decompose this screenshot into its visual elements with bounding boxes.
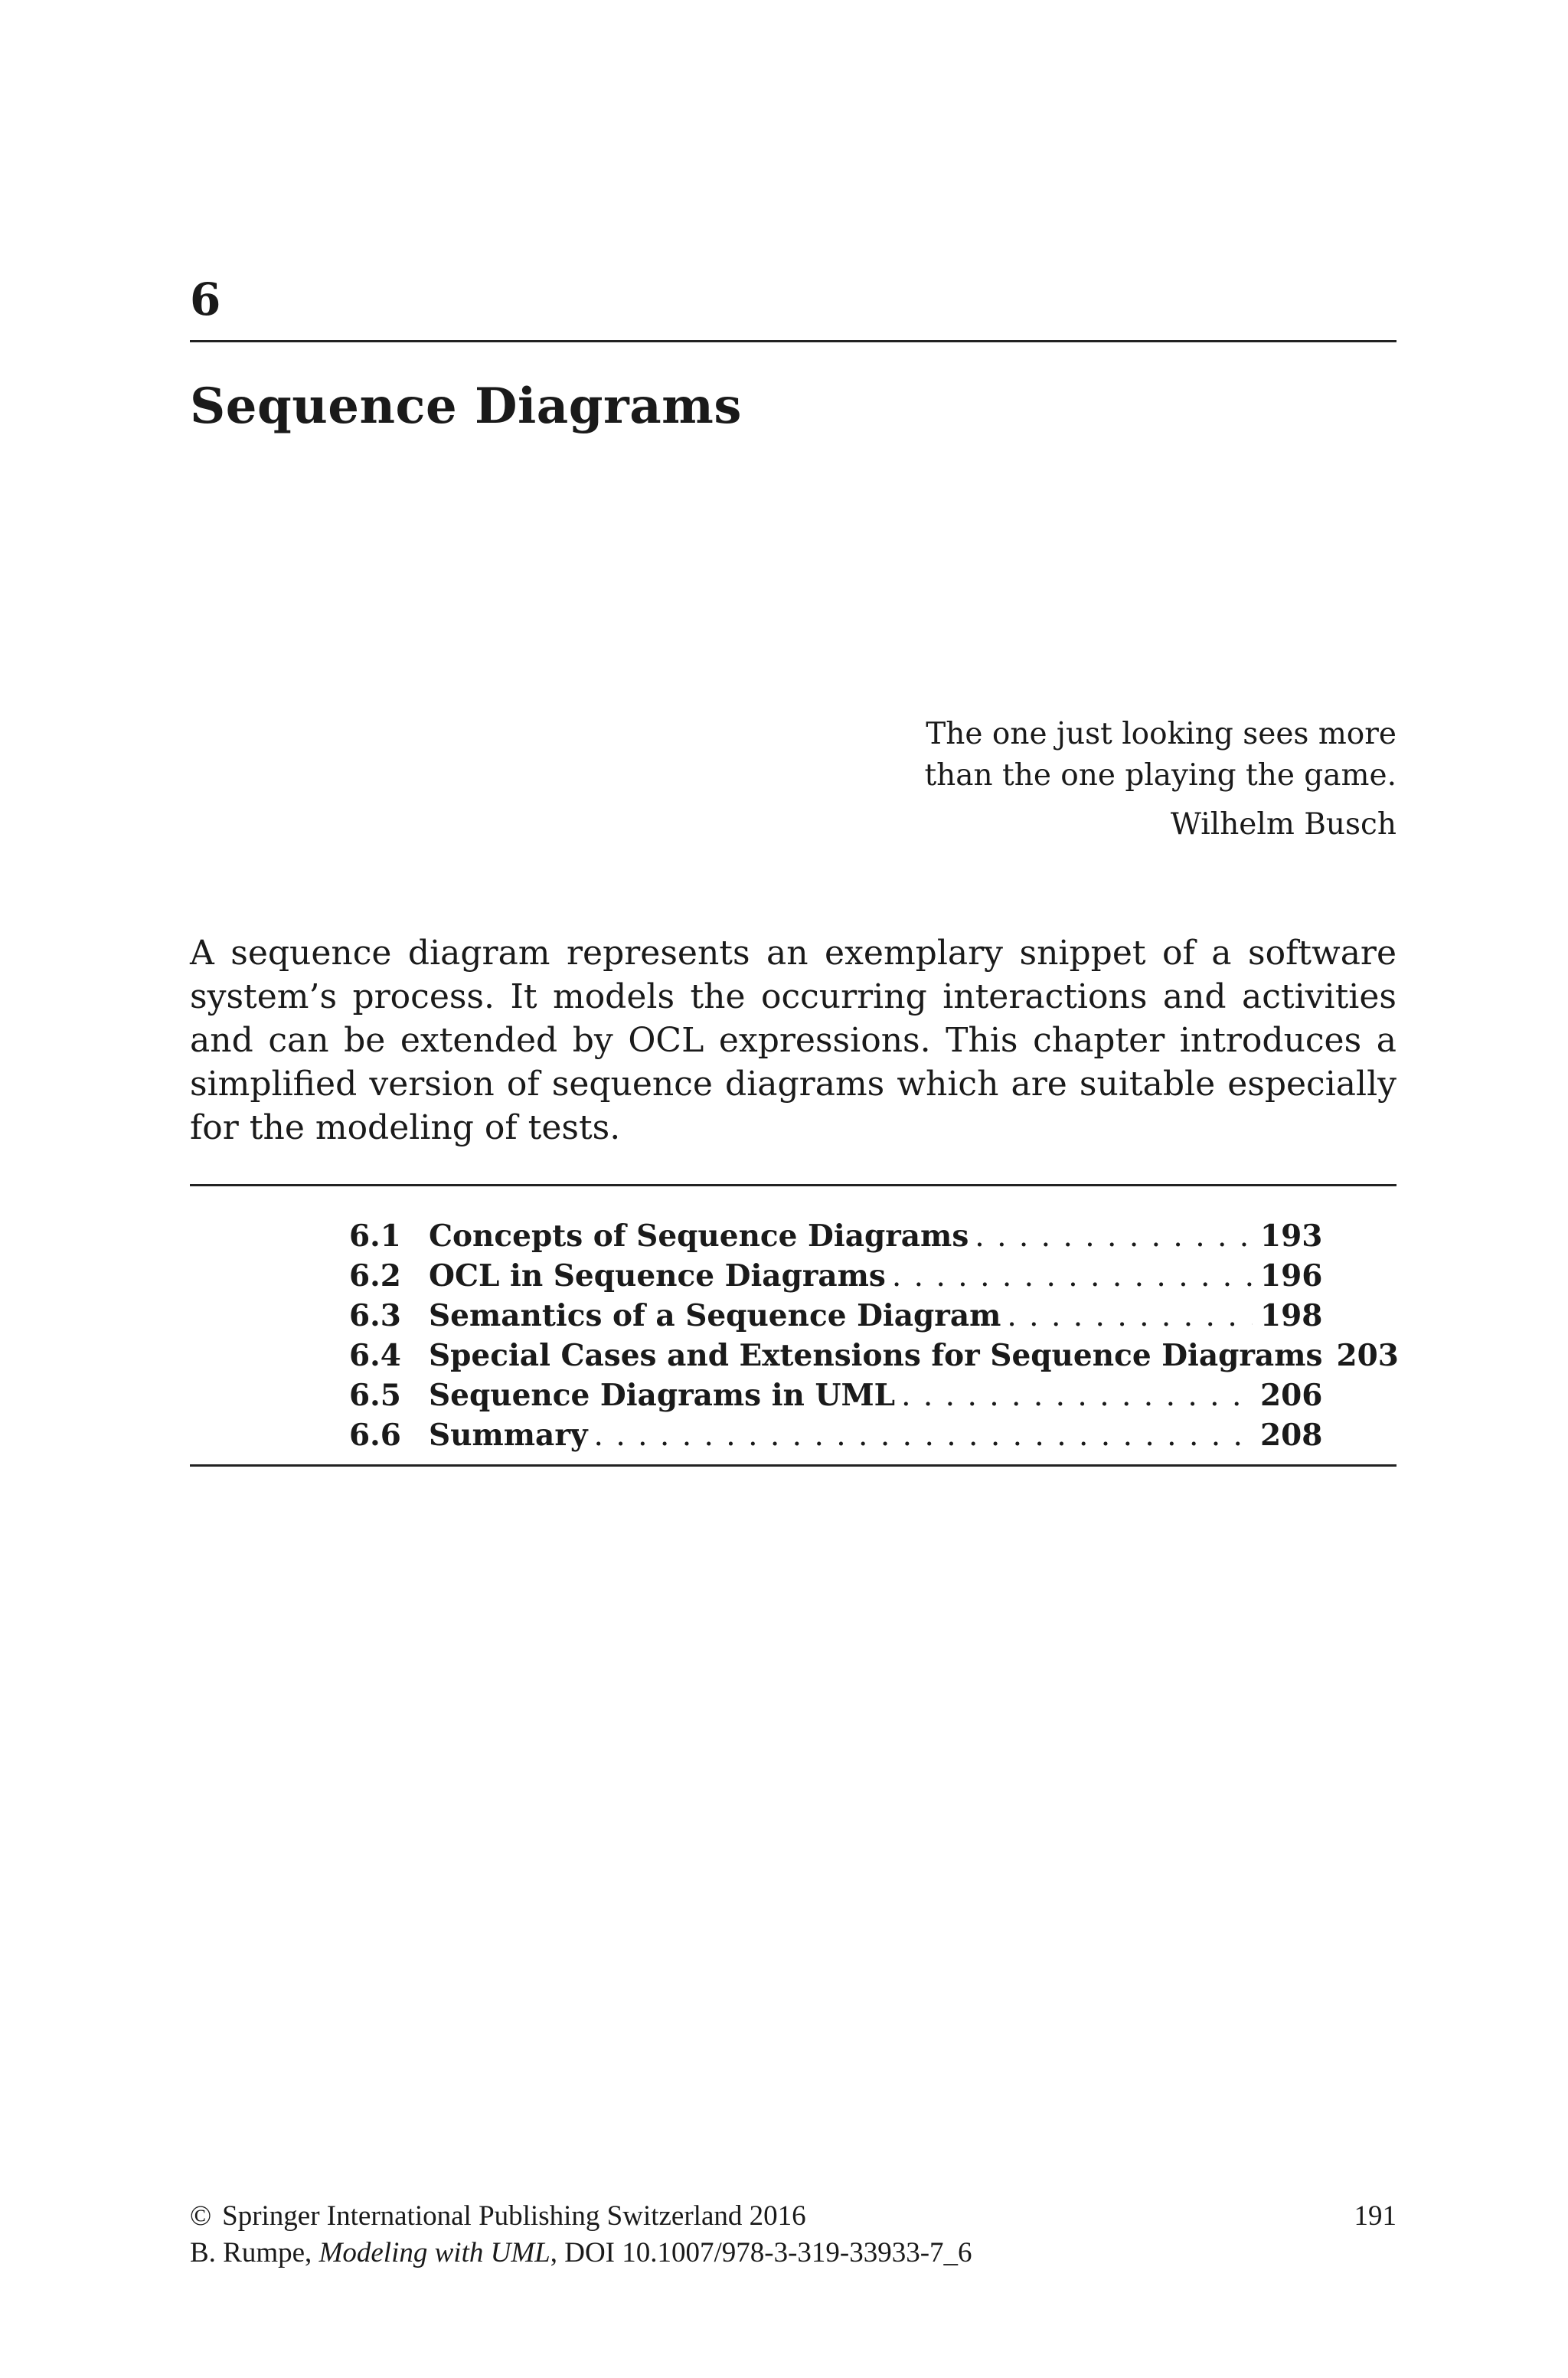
toc-section-title: OCL in Sequence Diagrams — [429, 1258, 886, 1294]
toc-entry[interactable] — [349, 1296, 1323, 1336]
toc-entry[interactable] — [349, 1216, 1323, 1256]
copyright-symbol: © — [190, 2200, 212, 2232]
toc-dot-leader — [594, 1416, 1253, 1456]
toc-entry[interactable] — [349, 1256, 1323, 1296]
footer-doi[interactable]: , DOI 10.1007/978-3-319-33933-7_6 — [550, 2237, 972, 2268]
toc-section-number: 6.3 — [349, 1298, 401, 1333]
toc-page-number: 208 — [1260, 1418, 1323, 1453]
toc-section-title: Special Cases and Extensions for Sequence Diagrams — [429, 1338, 1323, 1373]
toc-section-number: 6.1 — [349, 1218, 401, 1254]
toc-dot-leader — [892, 1257, 1253, 1297]
chapter-number: 6 — [190, 273, 221, 325]
footer-citation-line — [190, 2235, 1396, 2272]
toc-page-number: 203 — [1336, 1338, 1399, 1373]
toc-section-number: 6.6 — [349, 1418, 401, 1453]
epigraph-line: than the one playing the game. — [924, 758, 1396, 793]
footer-author: B. Rumpe, — [190, 2237, 319, 2268]
toc-dot-leader — [975, 1217, 1253, 1257]
toc-entry[interactable] — [349, 1415, 1323, 1455]
epigraph-line: The one just looking sees more — [926, 717, 1396, 751]
toc-top-rule — [190, 1184, 1396, 1186]
toc-page-number: 206 — [1260, 1378, 1323, 1413]
toc-bottom-rule — [190, 1464, 1396, 1467]
toc-page-number: 198 — [1260, 1298, 1323, 1333]
chapter-title: Sequence Diagrams — [190, 378, 742, 435]
toc-dot-leader — [1007, 1297, 1253, 1336]
toc-section-number: 6.5 — [349, 1378, 401, 1413]
toc-entry[interactable] — [349, 1336, 1399, 1375]
epigraph-attribution: Wilhelm Busch — [1170, 807, 1396, 842]
toc-page-number: 196 — [1260, 1258, 1323, 1294]
table-of-contents — [349, 1216, 1399, 1455]
toc-section-title: Sequence Diagrams in UML — [429, 1378, 896, 1413]
footer-copyright-line — [190, 2198, 1396, 2235]
toc-section-title: Semantics of a Sequence Diagram — [429, 1298, 1001, 1333]
chapter-abstract: A sequence diagram represents an exemplary snippet of a software system’s process. It models the occurring interactions and activities and can be extended by OCL expressions. This chapter introduces a simplified version of sequence diagrams which are suitable especially for the modeling of tests. — [190, 934, 1396, 1147]
epigraph — [924, 714, 1396, 846]
page-footer — [190, 2198, 1396, 2272]
page-number: 191 — [1354, 2200, 1396, 2232]
toc-section-number: 6.4 — [349, 1338, 401, 1373]
footer-publisher: Springer International Publishing Switzerland 2016 — [222, 2200, 806, 2232]
chapter-rule — [190, 340, 1396, 342]
footer-book-title: Modeling with UML — [318, 2237, 550, 2268]
toc-section-title: Concepts of Sequence Diagrams — [429, 1218, 969, 1254]
toc-section-number: 6.2 — [349, 1258, 401, 1294]
toc-section-title: Summary — [429, 1418, 588, 1453]
toc-page-number: 193 — [1260, 1218, 1323, 1254]
toc-dot-leader — [901, 1376, 1253, 1416]
footer-copyright — [190, 2198, 806, 2235]
toc-entry[interactable] — [349, 1375, 1323, 1415]
